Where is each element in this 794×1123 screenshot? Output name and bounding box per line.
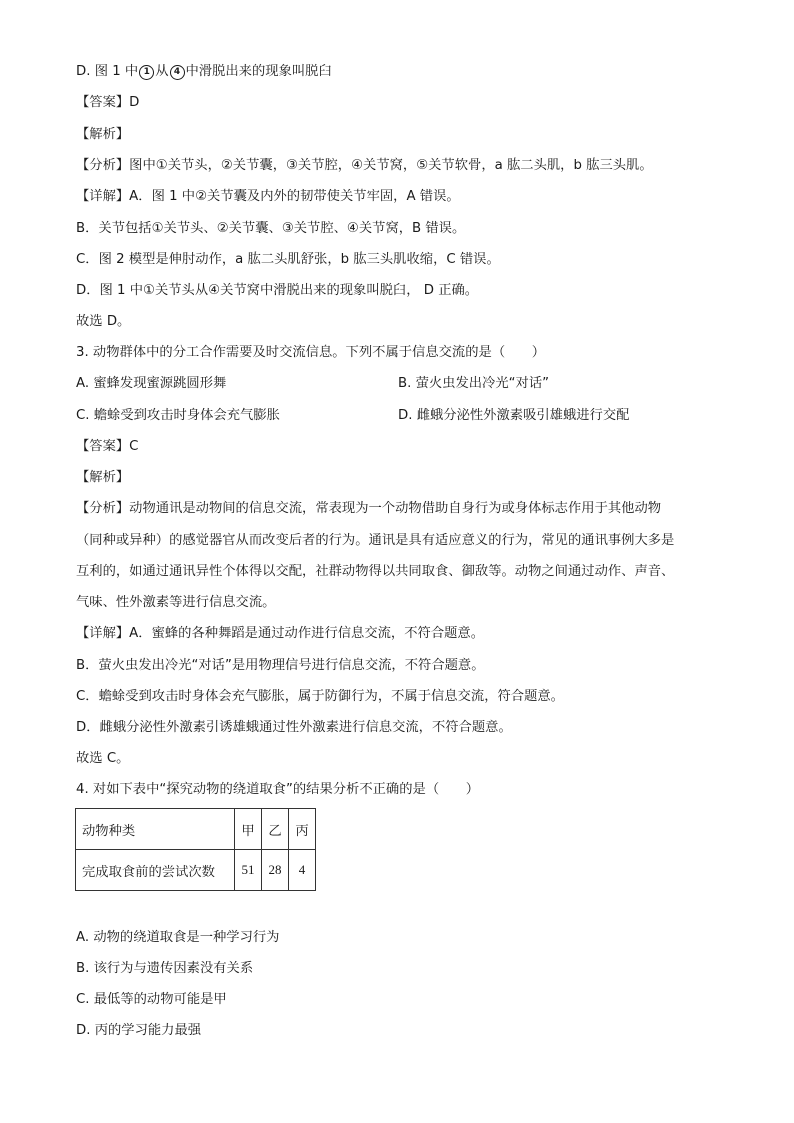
q3-detail-line: D．雌蛾分泌性外激素引诱雄蛾通过性外激素进行信息交流，不符合题意。 — [76, 720, 512, 735]
q4-option-d: D. 丙的学习能力最强 — [76, 1023, 202, 1038]
table-cell: 乙 — [262, 809, 289, 850]
q2-fenxi: 【分析】图中①关节头，②关节囊，③关节腔，④关节窝，⑤关节软骨，a 肱二头肌，b 肱三头肌。 — [76, 158, 653, 173]
circled-number-1: 1 — [139, 65, 154, 80]
q3-detail-line: 【详解】A．蜜蜂的各种舞蹈是通过动作进行信息交流，不符合题意。 — [76, 626, 485, 641]
q2-option-d-mid: 从 — [155, 64, 169, 79]
q2-detail-line: B．关节包括①关节头、②关节囊、③关节腔、④关节窝，B 错误。 — [76, 221, 466, 236]
q4-option-c: C. 最低等的动物可能是甲 — [76, 992, 227, 1007]
q3-option-d: D. 雌蛾分泌性外激素吸引雄蛾进行交配 — [398, 408, 630, 423]
q4-stem: 4. 对如下表中“探究动物的绕道取食”的结果分析不正确的是（ ） — [76, 782, 480, 797]
table-cell: 28 — [262, 850, 289, 891]
q3-option-a: A. 蜜蜂发现蜜源跳圆形舞 — [76, 376, 227, 391]
table-cell: 51 — [235, 850, 262, 891]
table-header-row — [76, 809, 316, 850]
table-row — [76, 850, 316, 891]
q2-conclusion: 故选 D。 — [76, 314, 131, 329]
q3-detail-line: B．萤火虫发出冷光“对话”是用物理信号进行信息交流，不符合题意。 — [76, 658, 485, 673]
circled-number-4: 4 — [170, 65, 185, 80]
q4-option-a: A. 动物的绕道取食是一种学习行为 — [76, 930, 280, 945]
q3-option-b: B. 萤火虫发出冷光“对话” — [398, 376, 550, 391]
q3-fenxi-line: 互利的，如通过通讯异性个体得以交配，社群动物得以共同取食、御敌等。动物之间通过动作、声音、 — [76, 564, 675, 579]
q2-option-d-suffix: 中滑脱出来的现象叫脱臼 — [185, 64, 332, 79]
table-cell: 丙 — [289, 809, 316, 850]
q2-detail-line: D．图 1 中①关节头从④关节窝中滑脱出来的现象叫脱臼， D 正确。 — [76, 283, 479, 298]
table-cell: 4 — [289, 850, 316, 891]
q2-option-d-prefix: D. 图 1 中 — [76, 64, 139, 79]
table-cell: 完成取食前的尝试次数 — [76, 850, 235, 891]
q3-analysis-heading: 【解析】 — [76, 470, 130, 485]
q3-fenxi-line: 【分析】动物通讯是动物间的信息交流，常表现为一个动物借助自身行为或身体标志作用于其他动物 — [76, 501, 662, 516]
q3-answer: 【答案】C — [76, 439, 139, 454]
q2-detail-line: C．图 2 模型是伸肘动作，a 肱二头肌舒张，b 肱三头肌收缩，C 错误。 — [76, 252, 500, 267]
q2-option-d — [76, 63, 332, 81]
table-cell: 动物种类 — [76, 809, 235, 850]
table-cell: 甲 — [235, 809, 262, 850]
q3-stem: 3. 动物群体中的分工合作需要及时交流信息。下列不属于信息交流的是（ ） — [76, 345, 546, 360]
q3-fenxi-line: （同种或异种）的感觉器官从而改变后者的行为。通讯是具有适应意义的行为，常见的通讯事例大多是 — [76, 533, 675, 548]
q4-option-b: B. 该行为与遗传因素没有关系 — [76, 961, 254, 976]
q2-answer: 【答案】D — [76, 95, 140, 110]
q3-fenxi-line: 气味、性外激素等进行信息交流。 — [76, 595, 276, 610]
q4-data-table — [75, 808, 316, 891]
q2-analysis-heading: 【解析】 — [76, 127, 130, 142]
q2-detail-line: 【详解】A．图 1 中②关节囊及内外的韧带使关节牢固，A 错误。 — [76, 189, 460, 204]
q3-detail-line: C．蟾蜍受到攻击时身体会充气膨胀，属于防御行为，不属于信息交流，符合题意。 — [76, 689, 564, 704]
q3-conclusion: 故选 C。 — [76, 751, 130, 766]
q3-option-c: C. 蟾蜍受到攻击时身体会充气膨胀 — [76, 408, 280, 423]
